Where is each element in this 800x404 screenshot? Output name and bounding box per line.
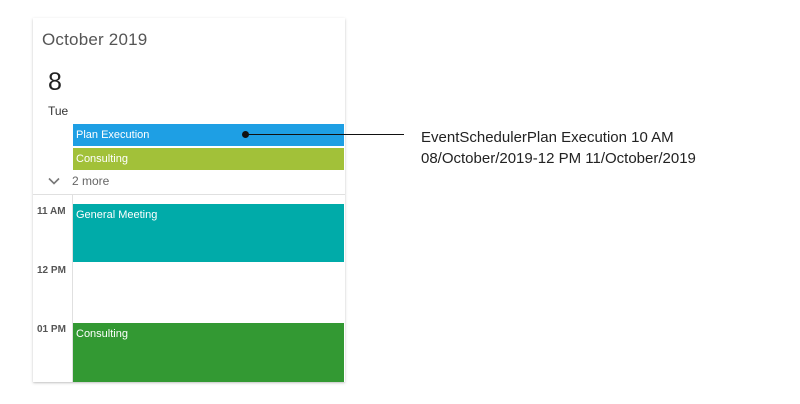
callout-line [246,134,404,135]
tooltip-line-1: EventSchedulerPlan Execution 10 AM [421,129,674,146]
tooltip-line-2: 08/October/2019-12 PM 11/October/2019 [421,150,696,167]
appointment-title: Plan Execution [76,129,150,141]
month-year-header[interactable]: October 2019 [42,30,148,49]
all-day-appointment-consulting[interactable] [73,148,344,170]
more-events-toggle[interactable] [47,174,109,188]
event-tooltip-text [421,127,696,169]
more-events-label: 2 more [72,174,110,188]
time-label-11am: 11 AM [37,206,66,217]
date-number[interactable]: 8 [48,68,62,96]
chevron-down-icon[interactable] [47,174,61,188]
time-label-12pm: 12 PM [37,265,66,276]
all-day-appointment-plan-execution[interactable] [73,124,344,146]
schedule-view [33,18,345,382]
appointment-title: Consulting [76,153,128,165]
appointment-title: General Meeting [76,209,158,221]
day-name: Tue [48,104,69,118]
appointment-title: Consulting [76,328,128,340]
appointment-general-meeting[interactable] [73,204,344,262]
time-label-01pm: 01 PM [37,324,66,335]
all-day-divider [33,194,345,195]
appointment-consulting[interactable] [73,323,344,382]
